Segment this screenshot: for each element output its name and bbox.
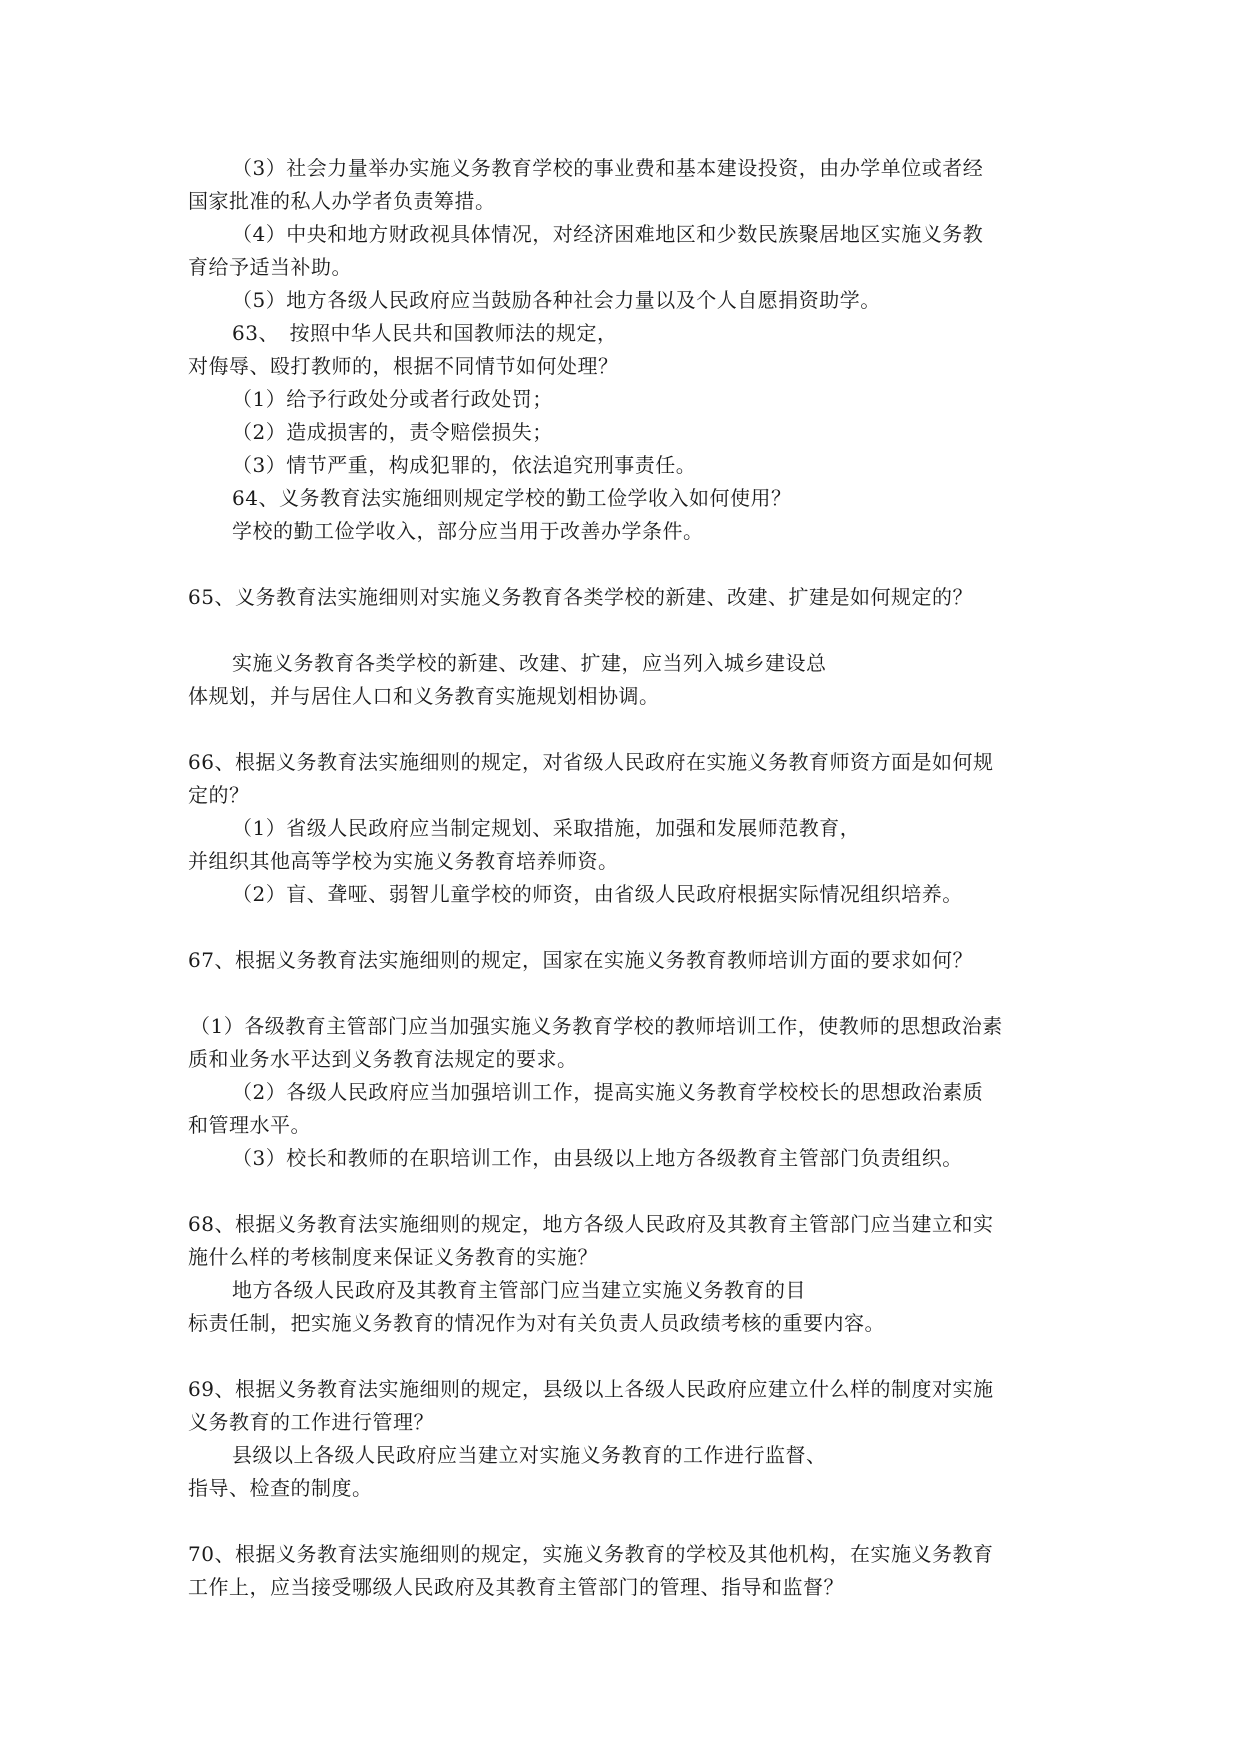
text-line: （3）社会力量举办实施义务教育学校的事业费和基本建设投资，由办学单位或者经 bbox=[232, 156, 984, 180]
text-line: 育给予适当补助。 bbox=[188, 255, 352, 279]
text-line: （1）各级教育主管部门应当加强实施义务教育学校的教师培训工作，使教师的思想政治素 bbox=[190, 1014, 1003, 1038]
text-line: 标责任制，把实施义务教育的情况作为对有关负责人员政绩考核的重要内容。 bbox=[188, 1311, 885, 1335]
question-heading: 70、根据义务教育法实施细则的规定，实施义务教育的学校及其他机构，在实施义务教育 bbox=[188, 1542, 994, 1566]
question-heading: 64、义务教育法实施细则规定学校的勤工俭学收入如何使用？ bbox=[232, 486, 792, 510]
text-line: （3）情节严重，构成犯罪的，依法追究刑事责任。 bbox=[232, 453, 697, 477]
text-line: 体规划，并与居住人口和义务教育实施规划相协调。 bbox=[188, 684, 660, 708]
text-line: 工作上，应当接受哪级人民政府及其教育主管部门的管理、指导和监督？ bbox=[188, 1575, 844, 1599]
question-heading: 69、根据义务教育法实施细则的规定，县级以上各级人民政府应建立什么样的制度对实施 bbox=[188, 1377, 994, 1401]
text-line: （2）盲、聋哑、弱智儿童学校的师资，由省级人民政府根据实际情况组织培养。 bbox=[232, 882, 963, 906]
text-line: 施什么样的考核制度来保证义务教育的实施？ bbox=[188, 1245, 598, 1269]
text-line: （1）给予行政处分或者行政处罚； bbox=[232, 387, 553, 411]
question-heading: 66、根据义务教育法实施细则的规定，对省级人民政府在实施义务教育师资方面是如何规 bbox=[188, 750, 994, 774]
text-line: （3）校长和教师的在职培训工作，由县级以上地方各级教育主管部门负责组织。 bbox=[232, 1146, 963, 1170]
question-heading: 67、根据义务教育法实施细则的规定，国家在实施义务教育教师培训方面的要求如何？ bbox=[188, 948, 973, 972]
text-line: 义务教育的工作进行管理？ bbox=[188, 1410, 434, 1434]
text-line: 定的？ bbox=[188, 783, 250, 807]
text-line: （1）省级人民政府应当制定规划、采取措施，加强和发展师范教育， bbox=[232, 816, 861, 840]
text-line: 和管理水平。 bbox=[188, 1113, 311, 1137]
text-line: （2）造成损害的，责令赔偿损失； bbox=[232, 420, 553, 444]
text-line: 县级以上各级人民政府应当建立对实施义务教育的工作进行监督、 bbox=[232, 1443, 827, 1467]
question-heading: 68、根据义务教育法实施细则的规定，地方各级人民政府及其教育主管部门应当建立和实 bbox=[188, 1212, 994, 1236]
text-line: 指导、检查的制度。 bbox=[188, 1476, 373, 1500]
text-line: 实施义务教育各类学校的新建、改建、扩建，应当列入城乡建设总 bbox=[232, 651, 827, 675]
text-line: （5）地方各级人民政府应当鼓励各种社会力量以及个人自愿捐资助学。 bbox=[232, 288, 881, 312]
text-line: 并组织其他高等学校为实施义务教育培养师资。 bbox=[188, 849, 619, 873]
text-line: （2）各级人民政府应当加强培训工作，提高实施义务教育学校校长的思想政治素质 bbox=[232, 1080, 984, 1104]
text-line: 质和业务水平达到义务教育法规定的要求。 bbox=[188, 1047, 578, 1071]
question-heading: 63、 按照中华人民共和国教师法的规定， bbox=[232, 321, 618, 345]
text-line: 地方各级人民政府及其教育主管部门应当建立实施义务教育的目 bbox=[232, 1278, 806, 1302]
text-line: （4）中央和地方财政视具体情况，对经济困难地区和少数民族聚居地区实施义务教 bbox=[232, 222, 984, 246]
question-heading: 65、义务教育法实施细则对实施义务教育各类学校的新建、改建、扩建是如何规定的？ bbox=[188, 585, 973, 609]
text-line: 学校的勤工俭学收入，部分应当用于改善办学条件。 bbox=[232, 519, 704, 543]
text-line: 对侮辱、殴打教师的，根据不同情节如何处理？ bbox=[188, 354, 619, 378]
text-line: 国家批准的私人办学者负责筹措。 bbox=[188, 189, 496, 213]
